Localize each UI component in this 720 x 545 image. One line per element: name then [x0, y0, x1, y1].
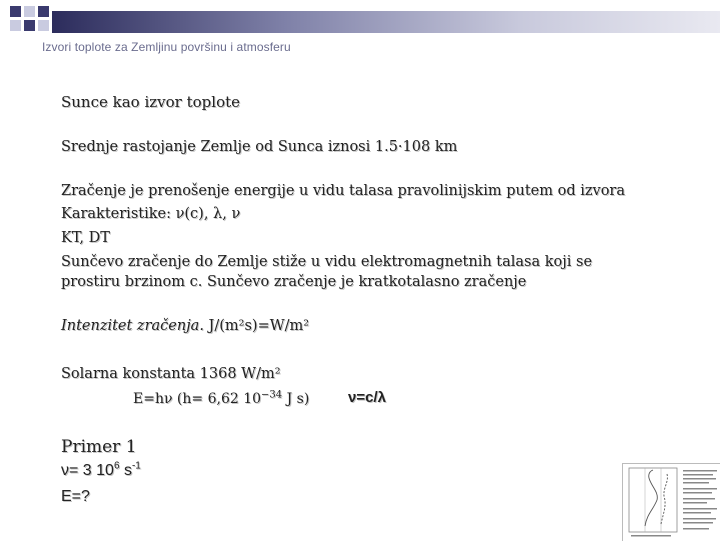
energy-formula-base: E=hν (h= 6,62 10 [133, 391, 262, 407]
solar-constant: Solarna konstanta 1368 W/m² [61, 366, 281, 382]
sun-radiation-line-2: prostiru brzinom c. Sunčevo zračenje je kratkotalasno zračenje [61, 274, 527, 290]
kt-dt-text: KT, DT [61, 230, 110, 246]
example-question: E=? [61, 488, 90, 505]
intensity-unit: J/(m²s)=W/m² [203, 318, 310, 334]
title-banner [52, 11, 720, 33]
example-title: Primer 1 [61, 437, 137, 457]
decor-square-2 [24, 6, 35, 17]
spectrum-thumbnail-graphic [623, 464, 720, 541]
sun-radiation-line-1: Sunčevo zračenje do Zemlje stiže u vidu elektromagnetnih talasa koji se [61, 254, 593, 270]
spectrum-thumbnail [622, 463, 720, 541]
decor-square-5 [24, 20, 35, 31]
decor-square-4 [10, 20, 21, 31]
frequency-formula: ν=c/λ [348, 389, 386, 406]
intensity-line [61, 316, 309, 337]
decor-square-3 [38, 6, 49, 17]
energy-formula-tail: J s) [282, 391, 310, 407]
decor-square-6 [38, 20, 49, 31]
distance-text: Srednje rastojanje Zemlje od Sunca iznosi 1.5·108 km [61, 139, 458, 155]
example-frequency-base: ν= 3 10 [61, 462, 114, 479]
characteristics-text: Karakteristike: ν(c), λ, ν [61, 206, 241, 222]
section-title: Sunce kao izvor toplote [61, 93, 241, 111]
radiation-definition: Zračenje je prenošenje energije u vidu talasa pravolinijskim putem od izvora [61, 183, 625, 199]
example-frequency-unit-exp: -1 [131, 460, 141, 472]
slide-header: Izvori toplote za Zemljinu površinu i atmosferu [42, 40, 291, 54]
example-frequency [61, 462, 141, 480]
energy-formula-exponent: −34 [261, 389, 283, 401]
example-frequency-unit: s [119, 462, 132, 479]
intensity-label: Intenzitet zračenja. [61, 318, 204, 334]
decor-square-1 [10, 6, 21, 17]
example-frequency-exp: 6 [113, 460, 120, 472]
energy-formula [133, 391, 309, 407]
